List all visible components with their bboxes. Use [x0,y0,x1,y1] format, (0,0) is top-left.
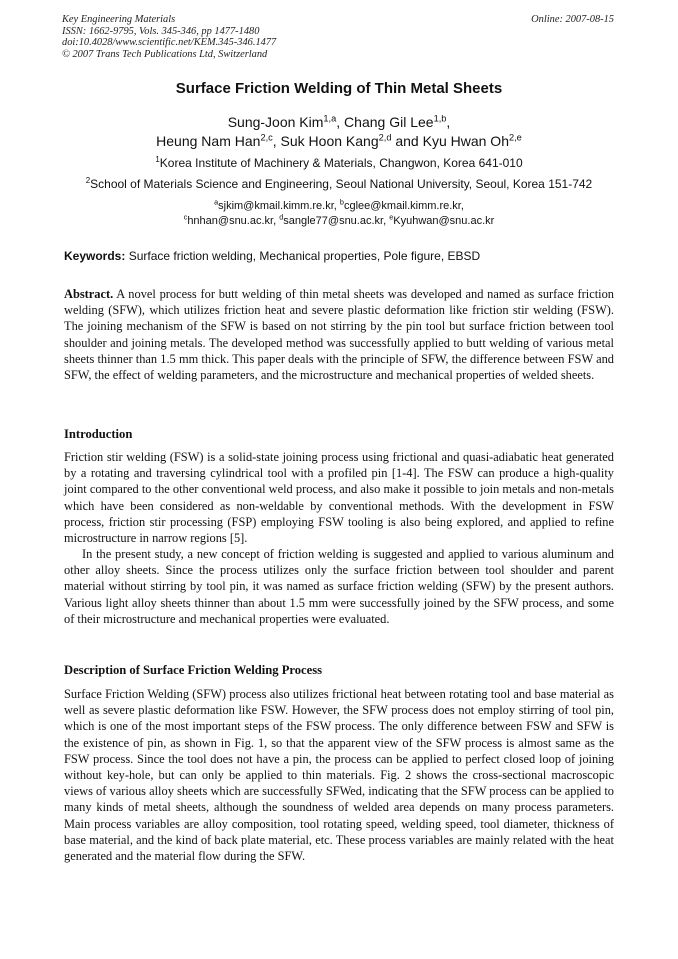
section-heading-introduction: Introduction [64,427,133,441]
affiliation-sup: 2 [85,176,91,185]
author-name: Heung Nam Han [156,133,261,149]
email-line-1 [0,199,678,214]
email-link[interactable]: cglee@kmail.kimm.re.kr, [343,200,464,212]
email-line-2 [0,214,678,229]
author-separator: , [446,114,451,130]
author-list [0,113,678,151]
author-sup: 1,a [323,113,337,124]
author-sup: 2,e [508,132,522,143]
keywords-label: Keywords: [64,249,126,263]
description-paragraph-1: Surface Friction Welding (SFW) process also utilizes frictional heat between rotating tool and base material as well as severe plastic deformation like FSW. However, the SFW process does not employ stirring of tool pin, which is one of the most important steps of the FSW process. The only difference between FSW and SFW is the existence of pin, as shown in Fig. 1, so that the apparent view of the SFW process is almost same as the FSW process. Since the tool does not have a pin, the process can be applied to perfect closed loop of joining without key-hole, but can only be applied to thin materials. Fig. 2 shows the cross-sectional macroscopic views of various alloy sheets which are successfully SFWed, indicating that the SFW process can be applied to many kinds of metal sheets, although the soundness of welded area depends on many process parameters. Main process variables are alloy composition, tool rotating speed, welding speed, tool diameter, thickness of base material, and the kind of back plate material, etc. These process variables are mainly related with the heat generated and the material flow during the SFW. [64,687,614,864]
author-line-1 [0,113,678,132]
issn-line: ISSN: 1662-9795, Vols. 345-346, pp 1477-1480 [62,25,260,37]
affiliation-text: School of Materials Science and Engineering, Seoul National University, Seoul, Korea 151-742 [90,177,593,191]
author-emails [0,199,678,229]
author-line-2 [0,132,678,151]
abstract [64,286,614,383]
email-sup: a [214,197,219,207]
online-date: Online: 2007-08-15 [531,14,614,25]
abstract-text: A novel process for butt welding of thin metal sheets was developed and named as surface friction welding (SFW), which utilizes friction heat and severe plastic deformation like friction stir welding (FSW). The joining mechanism of the SFW is based on not stirring by the pin tool but surface friction between tool shoulder and joining metals. The developed method was successfully applied to butt welding of various metal sheets thinner than 1.5 mm thick. This paper deals with the principle of SFW, the difference between FSW and SFW, the effect of welding parameters, and the microstructure and mechanical properties of welded sheets. [64,287,614,383]
email-sup: d [279,212,284,222]
abstract-label: Abstract. [64,287,114,301]
introduction-paragraph-1: Friction stir welding (FSW) is a solid-state joining process using frictional and quasi-adiabatic heat generated by a rotating and traversing cylindrical tool with a profiled pin [1-4]. The FSW can produce a high-quality joint compared to the other conventional weld process, and also make it possible to join metals and non-metals which have been considered as non-weldable by conventional methods. With the development in FSW process, friction stir processing (FSP) employing FSW tooling is also being explored, and applied to refine microstructure in narrow regions [5]. [64,450,614,546]
author-name: Chang Gil Lee [344,114,434,130]
introduction-paragraph-2: In the present study, a new concept of friction welding is suggested and applied to various aluminum and other alloy sheets. Since the process utilizes only the surface friction between tool shoulder and parent material without stirring by tool pin, it was named as surface friction welding (SFW) by the present authors. Various light alloy sheets thinner than about 1.5 mm were successfully joined by the SFW process, and some of their microstructure and mechanical properties were evaluated. [64,547,614,626]
author-sup: 2,d [378,132,392,143]
author-sup: 1,b [433,113,447,124]
journal-name: Key Engineering Materials [62,14,176,25]
affiliation-1 [0,156,678,170]
email-sup: b [339,197,344,207]
email-link[interactable]: sangle77@snu.ac.kr, [283,215,390,227]
email-link[interactable]: Kyuhwan@snu.ac.kr [393,215,495,227]
author-separator: , [272,133,281,149]
doi-line[interactable]: doi:10.4028/www.scientific.net/KEM.345-346.1477 [62,37,277,48]
author-name: Sung-Joon Kim [227,114,324,130]
copyright-line: © 2007 Trans Tech Publications Ltd, Switzerland [62,48,268,60]
journal-header [62,14,276,60]
section-heading-description: Description of Surface Friction Welding Process [64,663,323,677]
author-name: Suk Hoon Kang [280,133,379,149]
affiliation-2 [0,177,678,191]
author-separator: , [336,114,345,130]
paper-title: Surface Friction Welding of Thin Metal Sheets [175,80,503,97]
affiliation-sup: 1 [155,155,160,164]
keywords [64,249,614,263]
email-link[interactable]: sjkim@kmail.kimm.re.kr, [218,200,340,212]
author-name: Kyu Hwan Oh [422,133,509,149]
author-separator: and [391,133,423,149]
author-sup: 2,c [260,132,273,143]
keywords-text: Surface friction welding, Mechanical properties, Pole figure, EBSD [125,249,481,263]
email-link[interactable]: hnhan@snu.ac.kr, [187,215,280,227]
email-sup: e [389,212,394,222]
email-sup: c [183,212,188,222]
affiliation-text: Korea Institute of Machinery & Materials, Changwon, Korea 641-010 [159,156,523,170]
